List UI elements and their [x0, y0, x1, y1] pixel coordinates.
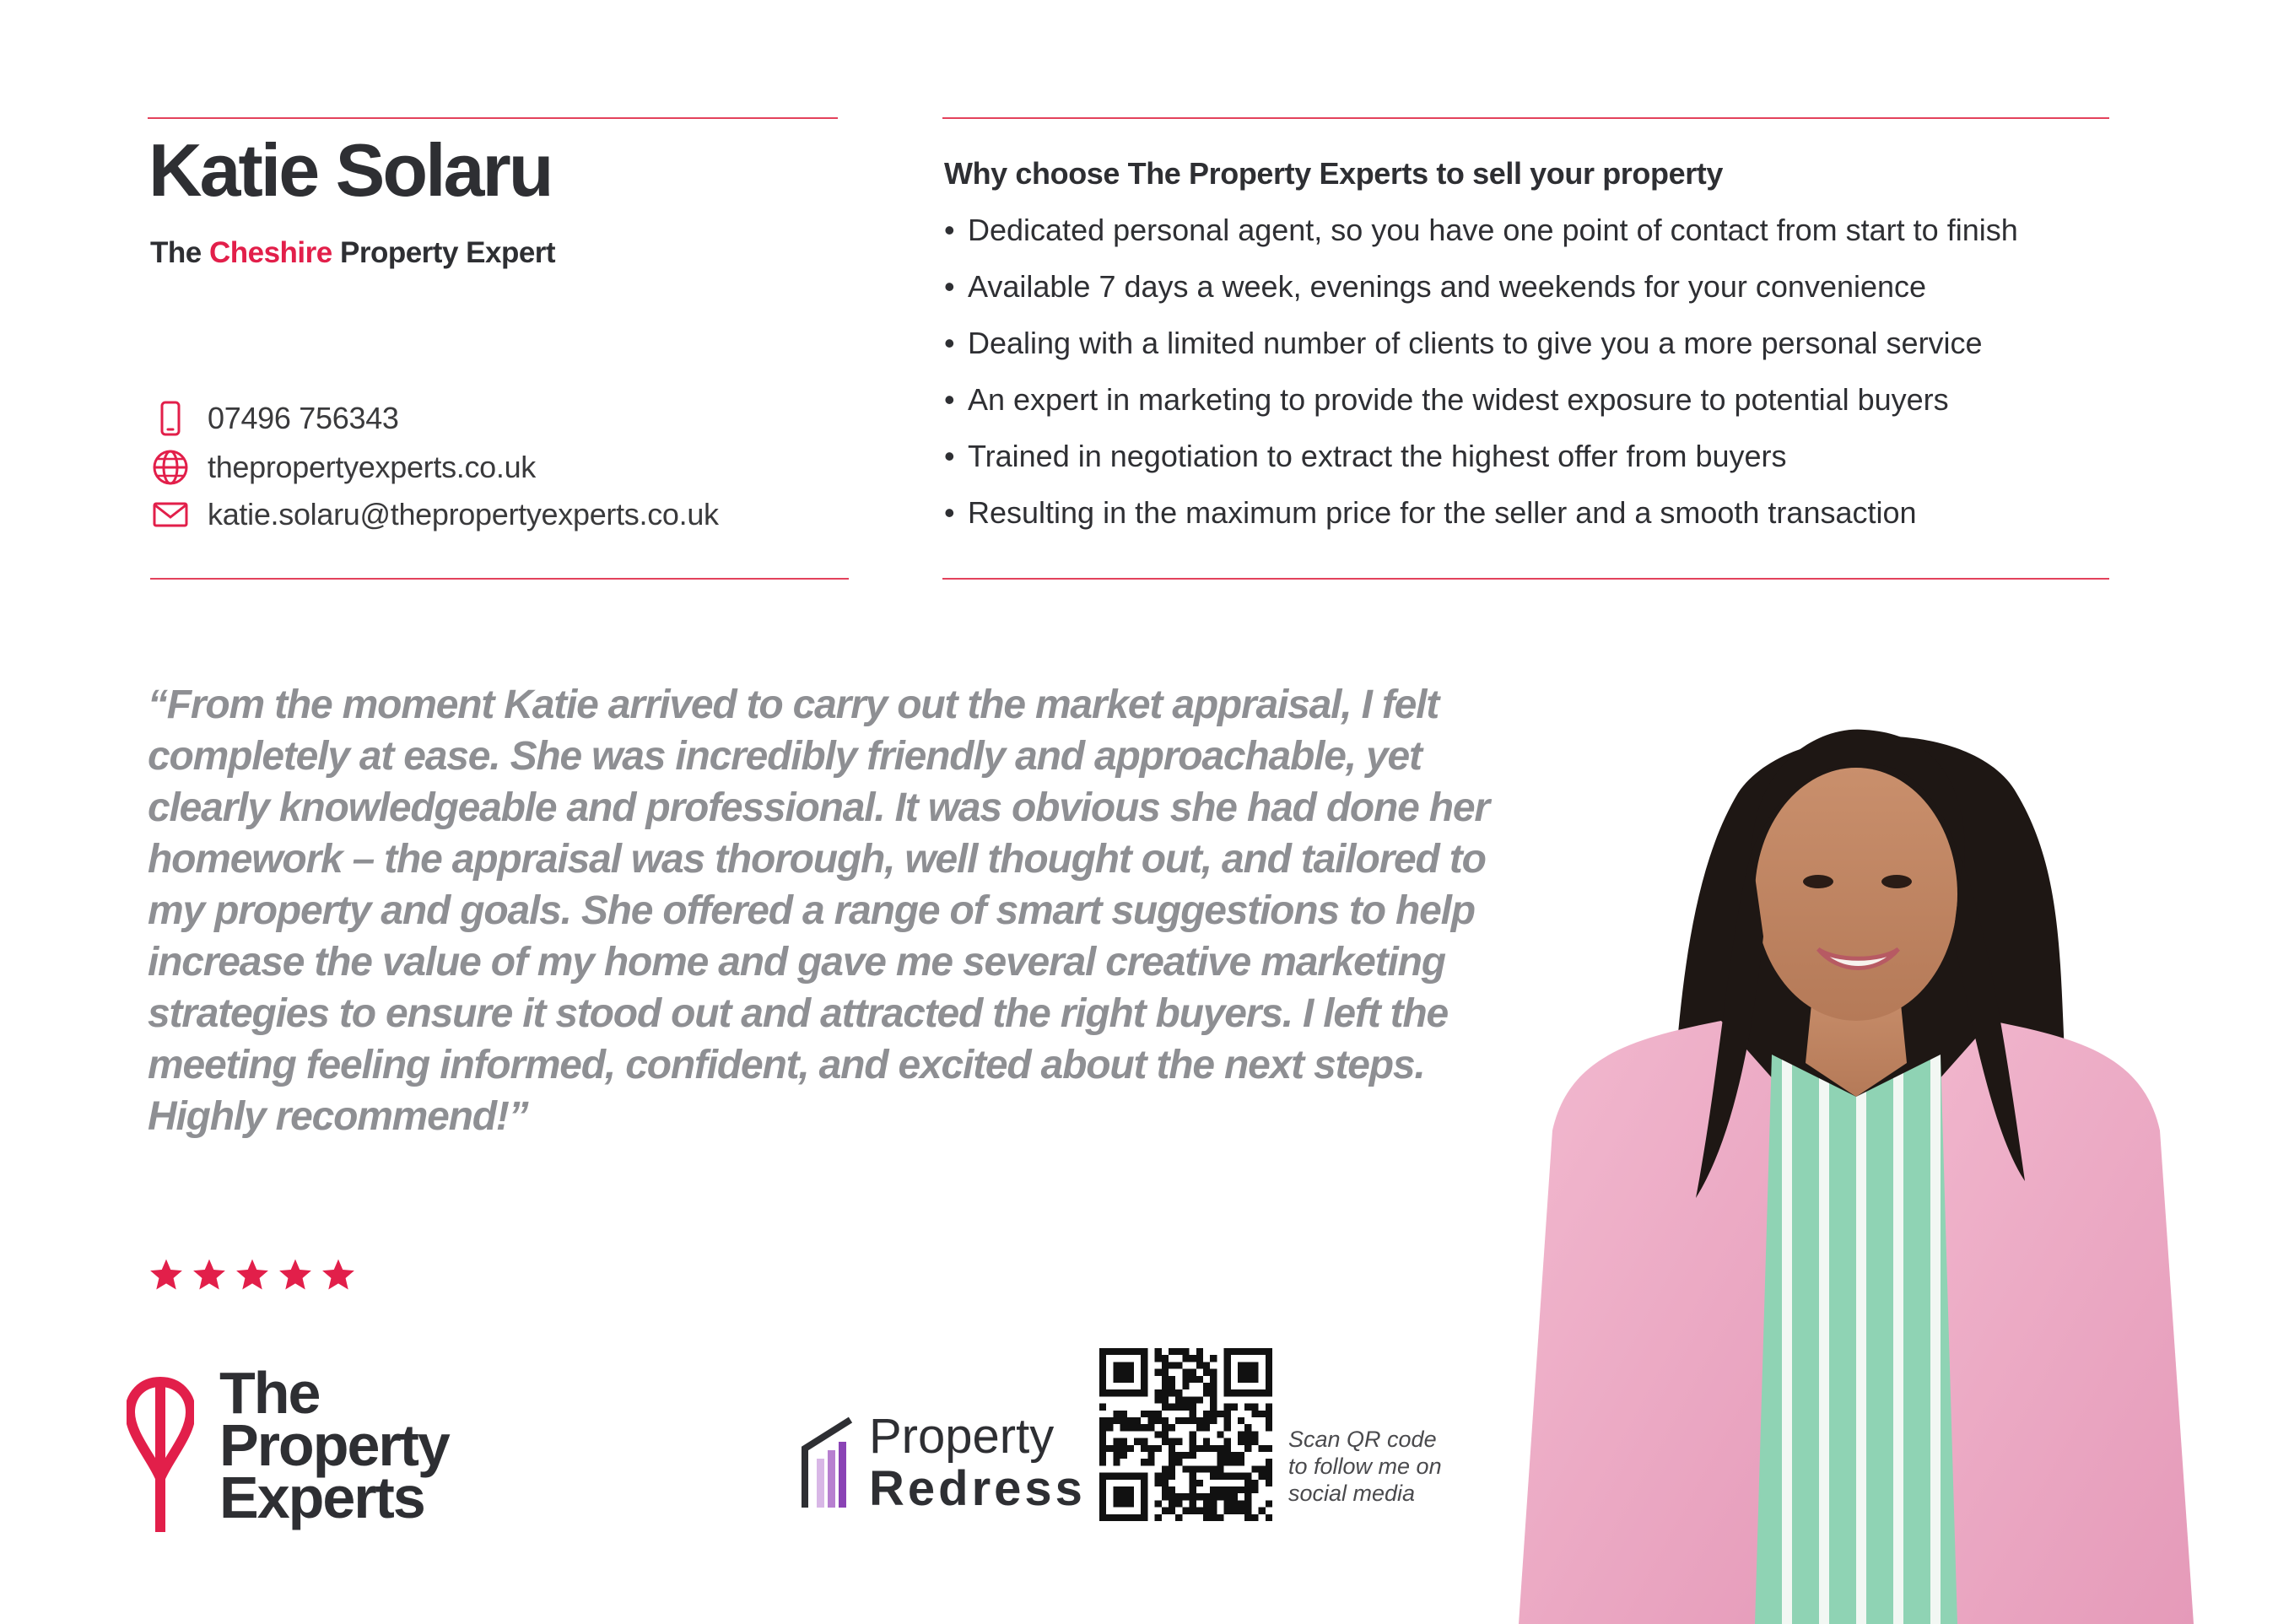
bullet: • [944, 269, 955, 304]
quote-line: strategies to ensure it stood out and attracted the right buyers. I left the [148, 991, 1449, 1036]
bullet: • [944, 495, 955, 530]
quote-line: homework – the appraisal was thorough, well thought out, and tailored to [148, 837, 1486, 882]
star-icon [321, 1257, 356, 1292]
bullet: • [944, 213, 955, 247]
star-icon [148, 1257, 184, 1292]
bullet: • [944, 439, 955, 473]
phone-number[interactable]: 07496 756343 [208, 401, 399, 435]
globe-icon [152, 449, 189, 486]
quote-line: my property and goals. She offered a range of smart suggestions to help [148, 888, 1475, 933]
quote-line: clearly knowledgeable and professional. It was obvious she had done her [148, 785, 1489, 830]
agent-subtitle [150, 236, 555, 270]
logo-word-property: Property [219, 1412, 449, 1478]
contact-phone[interactable] [152, 398, 399, 439]
qr-caption: Scan QR code to follow me on social media [1288, 1427, 1442, 1506]
quote-line: “From the moment Katie arrived to carry out the market appraisal, I felt [148, 683, 1439, 727]
qr-code[interactable] [1099, 1348, 1272, 1521]
logo-word-the: The [219, 1360, 320, 1426]
redress-word-property: Property [869, 1409, 1055, 1464]
redress-word-redress: Redress [869, 1461, 1086, 1516]
website-link[interactable]: thepropertyexperts.co.uk [208, 450, 537, 484]
list-item: • Available 7 days a week, evenings and weekends for your convenience [944, 266, 2018, 322]
subtitle-prefix: The [150, 236, 202, 269]
property-redress-logo [802, 1411, 1086, 1515]
list-item: • Dedicated personal agent, so you have one point of contact from start to finish [944, 209, 2018, 266]
divider-top-right [942, 117, 2109, 119]
subtitle-suffix: Property Expert [339, 236, 556, 269]
divider-bottom-left [150, 578, 849, 580]
quote-line: meeting feeling informed, confident, and excited about the next steps. [148, 1043, 1425, 1087]
list-item: • Trained in negotiation to extract the highest offer from buyers [944, 435, 2018, 492]
subtitle-highlight: Cheshire [208, 236, 332, 269]
bullet: • [944, 382, 955, 417]
divider-top-left [148, 117, 838, 119]
star-icon [192, 1257, 227, 1292]
star-icon [278, 1257, 313, 1292]
email-link[interactable]: katie.solaru@thepropertyexperts.co.uk [208, 497, 719, 531]
benefits-list [944, 209, 2018, 548]
list-item: • Resulting in the maximum price for the seller and a smooth transaction [944, 492, 2018, 548]
contact-website[interactable] [152, 447, 536, 488]
the-property-experts-logo [127, 1360, 449, 1537]
list-item: • An expert in marketing to provide the widest exposure to potential buyers [944, 379, 2018, 435]
contact-email[interactable] [152, 494, 719, 535]
phone-icon [152, 400, 189, 437]
agent-portrait [1485, 658, 2227, 1624]
location-pin-icon [127, 1377, 194, 1537]
divider-bottom-right [942, 578, 2109, 580]
logo-word-experts: Experts [219, 1465, 424, 1530]
quote-line: increase the value of my home and gave me several creative marketing [148, 940, 1445, 985]
testimonial-quote [148, 679, 1565, 1142]
mail-icon [152, 496, 189, 533]
star-icon [235, 1257, 270, 1292]
list-item: • Dealing with a limited number of clients to give you a more personal service [944, 322, 2018, 379]
why-choose-title: Why choose The Property Experts to sell your property [944, 156, 1724, 191]
redress-bars-icon [802, 1416, 854, 1509]
bullet: • [944, 326, 955, 360]
star-rating [148, 1257, 356, 1292]
quote-line: completely at ease. She was incredibly friendly and approachable, yet [148, 734, 1422, 779]
agent-name: Katie Solaru [148, 128, 552, 212]
quote-line: Highly recommend!” [148, 1094, 528, 1139]
